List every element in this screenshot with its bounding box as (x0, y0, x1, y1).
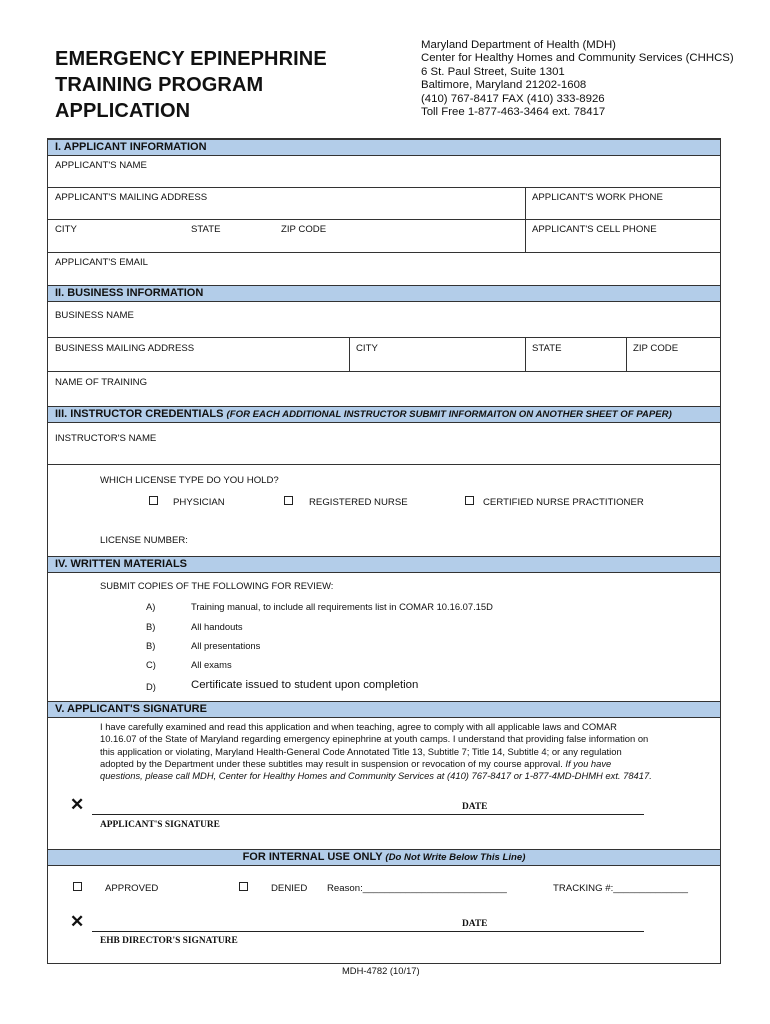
form-number: MDH-4782 (10/17) (342, 965, 420, 976)
tracking-field[interactable]: TRACKING #:______________ (553, 883, 688, 894)
denied-checkbox[interactable] (239, 882, 248, 891)
section-materials-header: IV. WRITTEN MATERIALS (48, 556, 720, 573)
license-question: WHICH LICENSE TYPE DO YOU HOLD? (100, 475, 279, 486)
para-line: I have carefully examined and read this application and when teaching, agree to comply with all applicable laws and COMAR (100, 721, 617, 732)
form-title (55, 46, 327, 124)
title-line: EMERGENCY EPINEPHRINE (55, 48, 327, 70)
header-note: (Do Not Write Below This Line) (385, 852, 526, 863)
item-letter: C) (146, 659, 156, 670)
para-line: 10.16.07 of the State of Maryland regarding emergency epinephrine at youth camps. I understand that providing false information on (100, 733, 649, 745)
item-text: Certificate issued to student upon completion (191, 679, 419, 691)
date-label: DATE (462, 919, 488, 929)
divider (48, 464, 720, 465)
item-text: Training manual, to include all requirements list in COMAR 10.16.07.15D (191, 601, 493, 612)
section-instructor-header: III. INSTRUCTOR CREDENTIALS (FOR EACH ADDITIONAL INSTRUCTOR SUBMIT INFORMAITON ON ANOTHER SHEET OF PAPER) (48, 406, 720, 423)
instructor-name-field[interactable]: INSTRUCTOR'S NAME (55, 433, 157, 444)
divider (48, 219, 720, 220)
denied-label: DENIED (271, 883, 308, 894)
application-form (47, 138, 721, 964)
divider (48, 337, 720, 338)
business-name-field[interactable]: BUSINESS NAME (55, 310, 134, 321)
director-signature-line[interactable] (92, 931, 644, 932)
applicant-state-field[interactable]: STATE (191, 224, 221, 235)
reason-field[interactable]: Reason:___________________________ (327, 883, 507, 894)
materials-intro: SUBMIT COPIES OF THE FOLLOWING FOR REVIEW: (100, 580, 334, 591)
agency-address (421, 39, 734, 119)
para-line: this application or violating, Maryland Health-General Code Annotated Title 13, Subtitle 7; Title 14, Subtitle 4; or any regulation (100, 745, 622, 757)
physician-label: PHYSICIAN (173, 497, 225, 508)
agency-line: 6 St. Paul Street, Suite 1301 (421, 65, 565, 78)
registered-nurse-checkbox[interactable] (284, 496, 293, 505)
item-text: All presentations (191, 640, 261, 651)
agency-line: Toll Free 1-877-463-3464 ext. 78417 (421, 106, 606, 119)
cnp-checkbox[interactable] (465, 496, 474, 505)
title-line: TRAINING PROGRAM (55, 74, 264, 96)
cnp-label: CERTIFIED NURSE PRACTITIONER (483, 497, 644, 508)
item-letter: D) (146, 681, 156, 692)
applicant-cell-phone-field[interactable]: APPLICANT'S CELL PHONE (532, 224, 657, 235)
approved-checkbox[interactable] (73, 882, 82, 891)
license-number-field[interactable]: LICENSE NUMBER: (100, 535, 188, 546)
section-applicant-header: I. APPLICANT INFORMATION (48, 139, 720, 156)
divider (349, 337, 350, 371)
section-signature-header: V. APPLICANT'S SIGNATURE (48, 701, 720, 718)
training-name-field[interactable]: NAME OF TRAINING (55, 377, 148, 388)
para-line: adopted by the Department under these subtitles may result in suspension or revocation of my course approval. If you have (100, 757, 612, 769)
sign-here-x-icon: ✕ (70, 912, 85, 931)
item-text: All exams (191, 659, 232, 670)
applicant-signature-label: APPLICANT'S SIGNATURE (100, 820, 220, 830)
section-business-header: II. BUSINESS INFORMATION (48, 285, 720, 302)
registered-nurse-label: REGISTERED NURSE (309, 497, 408, 508)
divider (626, 337, 627, 371)
agency-line: (410) 767-8417 FAX (410) 333-8926 (421, 92, 605, 105)
agency-line: Baltimore, Maryland 21202-1608 (421, 79, 587, 92)
applicant-zip-field[interactable]: ZIP CODE (281, 224, 327, 235)
divider (48, 371, 720, 372)
business-mailing-address-field[interactable]: BUSINESS MAILING ADDRESS (55, 343, 195, 354)
sign-here-x-icon: ✕ (70, 795, 85, 814)
business-city-field[interactable]: CITY (356, 343, 378, 354)
approved-label: APPROVED (105, 883, 159, 894)
para-line: questions, please call MDH, Center for Healthy Homes and Community Services at (410) 767-8417 or 1-877-4MD-DHMH ext. 78417. (100, 770, 652, 782)
title-line: APPLICATION (55, 100, 191, 122)
item-letter: B) (146, 640, 156, 651)
divider (48, 252, 720, 253)
item-text: All handouts (191, 621, 243, 632)
applicant-mailing-address-field[interactable]: APPLICANT'S MAILING ADDRESS (55, 192, 208, 203)
applicant-work-phone-field[interactable]: APPLICANT'S WORK PHONE (532, 192, 663, 203)
business-state-field[interactable]: STATE (532, 343, 562, 354)
divider (525, 337, 526, 371)
applicant-name-field[interactable]: APPLICANT'S NAME (55, 160, 147, 171)
physician-checkbox[interactable] (149, 496, 158, 505)
internal-use-header: FOR INTERNAL USE ONLY (Do Not Write Below This Line) (48, 849, 720, 866)
applicant-signature-line[interactable] (92, 814, 644, 815)
agency-line: Center for Healthy Homes and Community Services (CHHCS) (421, 52, 734, 65)
agency-line: Maryland Department of Health (MDH) (421, 39, 616, 51)
applicant-email-field[interactable]: APPLICANT'S EMAIL (55, 257, 149, 268)
item-letter: A) (146, 601, 156, 612)
business-zip-field[interactable]: ZIP CODE (633, 343, 679, 354)
director-signature-label: EHB DIRECTOR'S SIGNATURE (100, 936, 238, 946)
divider (48, 187, 720, 188)
item-letter: B) (146, 621, 156, 632)
date-label: DATE (462, 802, 488, 812)
certification-paragraph (100, 721, 700, 782)
applicant-city-field[interactable]: CITY (55, 224, 77, 235)
header-note: (FOR EACH ADDITIONAL INSTRUCTOR SUBMIT INFORMAITON ON ANOTHER SHEET OF PAPER) (226, 409, 672, 420)
